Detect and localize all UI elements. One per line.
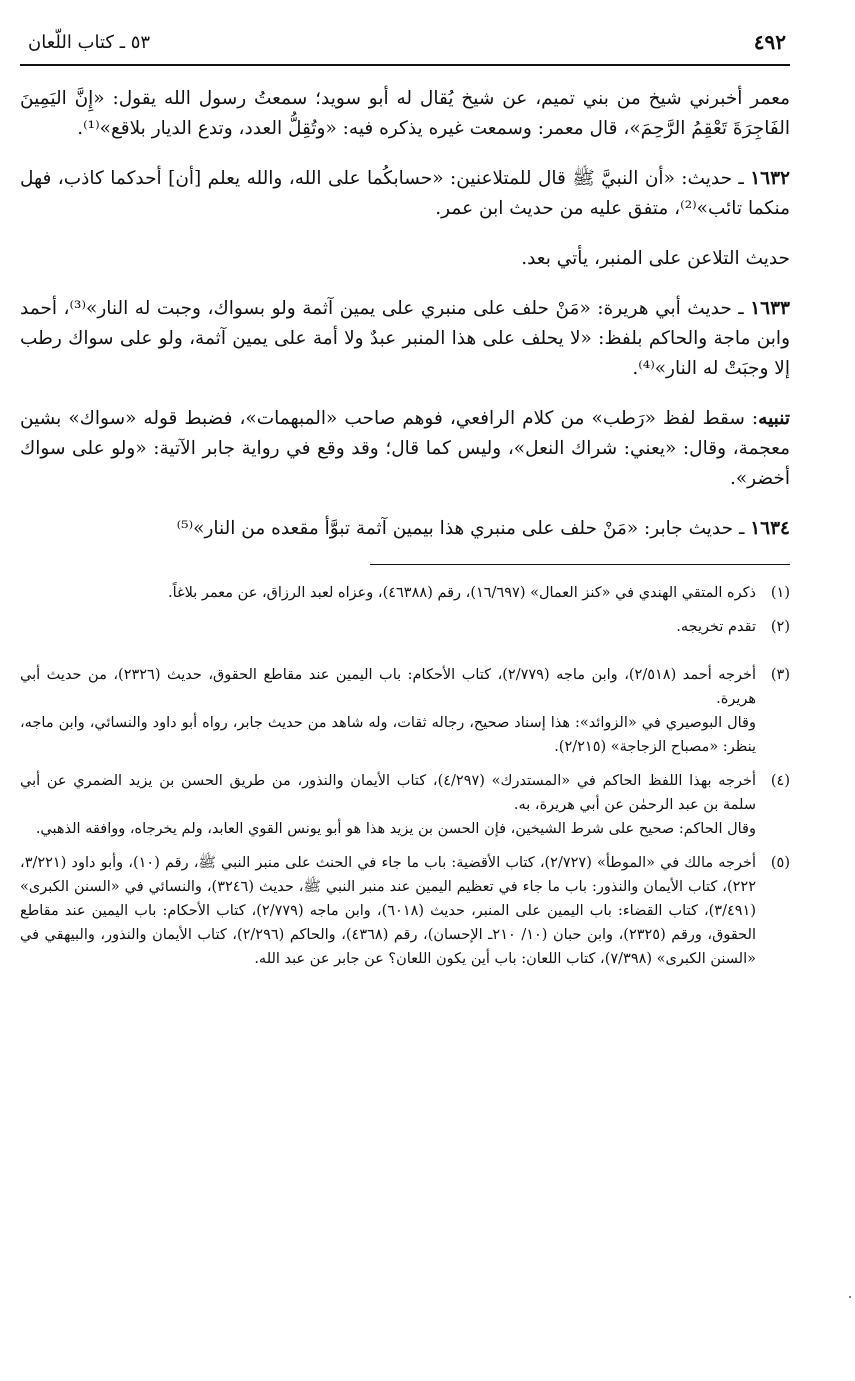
footnote-text: أخرجه مالك في «الموطأ» (٢/٧٢٧)، كتاب الأقضية: باب ما جاء في الحنث على منبر النبي ﷺ، رقم (١٠)، وأبو داود (٣/٢٢١، ٢٢٢)، كتاب الأيمان والنذور: باب ما جاء في تعظيم اليمين عند منبر النبي ﷺ، حديث (٣٢٤٦)، والنسائي في «السنن الكبرى» (٣/٤٩١)، كتاب القضاء: باب اليمين على المنبر، حديث (٦٠١٨)، وابن ماجه (٢/٧٧٩)، كتاب الأحكام: باب اليمين عند مقاطع الحقوق، ورقم (٢٣٢٥)، وابن حبان (١٠/ ٢١٠ـ الإحسان)، رقم (٤٣٦٨)، والحاكم (٢/٢٩٦)، كتاب الأيمان والنذور، والبيهقي في «السنن الكبرى» (٧/٣٩٨)، كتاب اللعان: باب أين يكون اللعان؟ عن جابر عن عبد الله. (20, 855, 757, 967)
main-text (20, 84, 790, 544)
footnote-4 (20, 769, 790, 841)
footnote-text: ذكره المتقي الهندي في «كنز العمال» (١٦/٦٩٧)، رقم (٤٦٣٨٨)، وعزاه لعبد الرزاق، عن معمر بلاغاً. (168, 585, 756, 601)
footnote-5 (20, 851, 790, 971)
hadith-text: ـ حديث جابر: «مَنْ حلف على منبري هذا بيمين آثمة تبوَّأ مقعده من النار»⁽⁵⁾ (176, 518, 751, 539)
page-header (20, 28, 790, 66)
tanbih-label: تنبيه (758, 408, 790, 429)
hadith-number: ١٦٣٣ (750, 298, 790, 319)
footnote-3 (20, 663, 790, 759)
hadith-1633 (20, 294, 790, 384)
footnote-text-continued: وقال الحاكم: صحيح على شرط الشيخين، فإن الحسن بن يزيد هذا هو أبو يونس القوي العابد، ولم يخرجاه، ووافقه الذهبي. (35, 821, 756, 837)
footnote-number: (١) (770, 585, 790, 601)
footnote-number: (٥) (770, 855, 790, 871)
footnote-text: أخرجه أحمد (٢/٥١٨)، وابن ماجه (٢/٧٧٩)، كتاب الأحكام: باب اليمين عند مقاطع الحقوق، حديث (٢٣٢٦)، من حديث أبي هريرة. (20, 667, 756, 707)
footnote-1 (20, 581, 790, 605)
paragraph-1: معمر أخبرني شيخ من بني تميم، عن شيخ يُقال له أبو سويد؛ سمعتُ رسول الله يقول: «إِنَّ اليَمِينَ الفَاجِرَةَ تَعْقِمُ الرَّحِمَ»، قال معمر: وسمعت غيره يذكره فيه: «وتُقِلُّ العدد، وتدع الديار بلاقع»⁽¹⁾. (20, 88, 790, 139)
paragraph-note: حديث التلاعن على المنبر، يأتي بعد. (521, 248, 790, 269)
hadith-number: ١٦٣٤ (750, 518, 790, 539)
tanbih-paragraph (20, 404, 790, 494)
running-title: ٥٣ ـ كتاب اللّعان (28, 32, 151, 53)
footnote-number: (٣) (770, 667, 790, 683)
page-number: ٤٩٢ (753, 30, 786, 54)
footnote-gap (20, 649, 790, 663)
hadith-number: ١٦٣٢ (750, 168, 790, 189)
footnote-2 (20, 615, 790, 639)
footnote-separator (370, 564, 790, 565)
footnotes (20, 581, 790, 971)
footnote-text: تقدم تخريجه. (676, 619, 756, 635)
footnote-number: (٤) (770, 773, 790, 789)
hadith-1632 (20, 164, 790, 224)
scan-speck (849, 1296, 851, 1298)
footnote-text: أخرجه بهذا اللفظ الحاكم في «المستدرك» (٤/٢٩٧)، كتاب الأيمان والنذور، من طريق الحسن بن يزيد الضمري عن أبي سلمة بن عبد الرحمٰن عن أبي هريرة، به. (20, 773, 756, 813)
tanbih-text: : سقط لفظ «رَطب» من كلام الرافعي، فوهم صاحب «المبهمات»، فضبط قوله «سواك» بشين معجمة، وقال: «يعني: شراك النعل»، وليس كما قال؛ وقد وقع في رواية جابر الآتية: «ولو على سواك أخضر». (20, 408, 790, 489)
footnote-text-continued: وقال البوصيري في «الزوائد»: هذا إسناد صحيح، رجاله ثقات، وله شاهد من حديث جابر، رواه أبو داود والنسائي، وابن ماجه، ينظر: «مصباح الزجاجة» (٢/٢١٥). (20, 715, 756, 755)
book-page (20, 28, 790, 981)
hadith-1634 (20, 514, 790, 544)
hadith-text: ـ حديث: «أن النبيَّ ﷺ قال للمتلاعنين: «حسابكُما على الله، والله يعلم [أن] أحدكما كاذب، فهل منكما تائب»⁽²⁾، متفق عليه من حديث ابن عمر. (20, 168, 790, 219)
hadith-text: ـ حديث أبي هريرة: «مَنْ حلف على منبري على يمين آثمة ولو بسواك، وجبت له النار»⁽³⁾، أحمد وابن ماجة والحاكم بلفظ: «لا يحلف على هذا المنبر عبدٌ ولا أمة على يمين آثمة، ولو على سواك رطب إلا وجبَتْ له النار»⁽⁴⁾. (20, 298, 790, 379)
footnote-number: (٢) (770, 619, 790, 635)
